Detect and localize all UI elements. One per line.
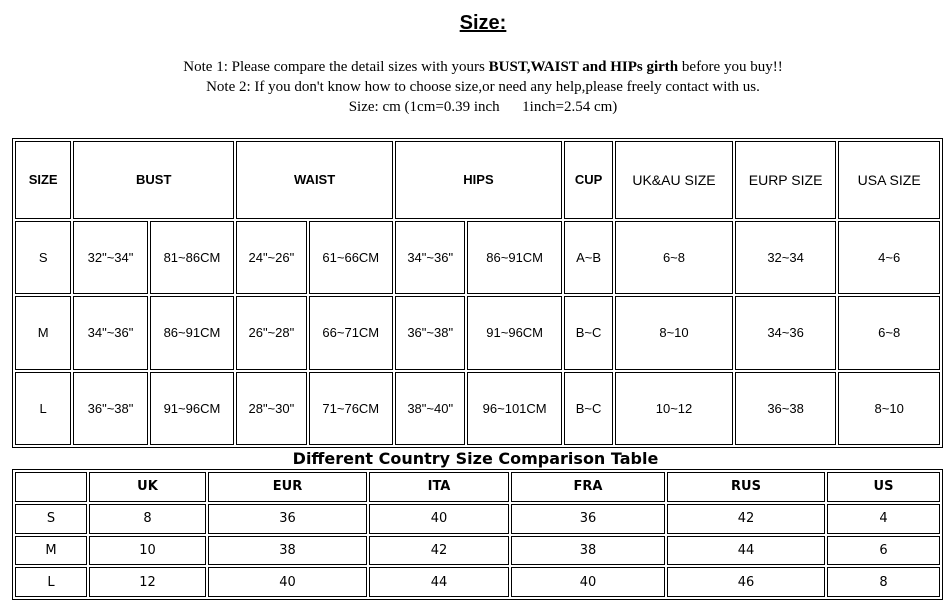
fra-cell: 38 (511, 536, 665, 566)
ukau-size-cell: 6~8 (615, 221, 733, 294)
note-3-cm: Size: cm (1cm=0.39 inch (348, 99, 500, 115)
note-3-inch: 1inch=2.54 cm) (522, 99, 618, 115)
header-eurp-size: EURP SIZE (735, 141, 837, 219)
waist-inch-cell: 24"~26" (236, 221, 306, 294)
note-3 (0, 97, 951, 117)
bust-cm-cell: 91~96CM (150, 372, 234, 445)
usa-size-cell: 6~8 (838, 296, 940, 369)
comparison-header-row (15, 472, 940, 502)
country-comparison-table (12, 469, 943, 600)
hips-inch-cell: 36"~38" (395, 296, 465, 369)
hips-inch-cell: 38"~40" (395, 372, 465, 445)
uk-cell: 10 (89, 536, 206, 566)
size-cell: S (15, 504, 87, 534)
us-cell: 8 (827, 567, 940, 597)
size-header-row (15, 141, 940, 219)
ita-cell: 42 (369, 536, 509, 566)
rus-cell: 46 (667, 567, 825, 597)
eurp-size-cell: 34~36 (735, 296, 837, 369)
rus-cell: 42 (667, 504, 825, 534)
size-row-l (15, 372, 940, 445)
note-2: Note 2: If you don't know how to choose size,or need any help,please freely contact with us. (206, 79, 760, 95)
bust-cm-cell: 81~86CM (150, 221, 234, 294)
header-blank (15, 472, 87, 502)
size-cell: M (15, 536, 87, 566)
size-cell: L (15, 372, 71, 445)
usa-size-cell: 4~6 (838, 221, 940, 294)
comparison-title: Different Country Size Comparison Table (292, 449, 659, 468)
size-row-s (15, 221, 940, 294)
waist-cm-cell: 66~71CM (309, 296, 393, 369)
hips-cm-cell: 91~96CM (467, 296, 562, 369)
header-rus: RUS (667, 472, 825, 502)
hips-cm-cell: 86~91CM (467, 221, 562, 294)
bust-inch-cell: 36"~38" (73, 372, 147, 445)
header-cup: CUP (564, 141, 613, 219)
size-notes (0, 57, 951, 117)
note-1-bold: BUST,WAIST and HIPs girth (488, 59, 679, 75)
header-fra: FRA (511, 472, 665, 502)
cup-cell: A~B (564, 221, 613, 294)
waist-cm-cell: 61~66CM (309, 221, 393, 294)
waist-inch-cell: 28"~30" (236, 372, 306, 445)
header-uk: UK (89, 472, 206, 502)
header-size: SIZE (15, 141, 71, 219)
header-ukau-size: UK&AU SIZE (615, 141, 733, 219)
ukau-size-cell: 8~10 (615, 296, 733, 369)
note-1-text: Note 1: Please compare the detail sizes with yours (183, 59, 489, 75)
us-cell: 6 (827, 536, 940, 566)
size-cell: S (15, 221, 71, 294)
bust-inch-cell: 34"~36" (73, 296, 147, 369)
fra-cell: 40 (511, 567, 665, 597)
hips-cm-cell: 96~101CM (467, 372, 562, 445)
uk-cell: 12 (89, 567, 206, 597)
comparison-row-m (15, 536, 940, 566)
ita-cell: 40 (369, 504, 509, 534)
note-1-end: before you buy!! (678, 59, 783, 75)
size-chart-table (12, 138, 943, 448)
page-title: Size: (459, 12, 507, 34)
header-bust: BUST (73, 141, 234, 219)
comparison-row-l (15, 567, 940, 597)
header-eur: EUR (208, 472, 367, 502)
eur-cell: 38 (208, 536, 367, 566)
waist-cm-cell: 71~76CM (309, 372, 393, 445)
rus-cell: 44 (667, 536, 825, 566)
ukau-size-cell: 10~12 (615, 372, 733, 445)
cup-cell: B~C (564, 372, 613, 445)
header-hips: HIPS (395, 141, 562, 219)
usa-size-cell: 8~10 (838, 372, 940, 445)
bust-cm-cell: 86~91CM (150, 296, 234, 369)
bust-inch-cell: 32"~34" (73, 221, 147, 294)
eur-cell: 36 (208, 504, 367, 534)
header-ita: ITA (369, 472, 509, 502)
size-cell: L (15, 567, 87, 597)
eur-cell: 40 (208, 567, 367, 597)
us-cell: 4 (827, 504, 940, 534)
eurp-size-cell: 36~38 (735, 372, 837, 445)
cup-cell: B~C (564, 296, 613, 369)
eurp-size-cell: 32~34 (735, 221, 837, 294)
header-usa-size: USA SIZE (838, 141, 940, 219)
waist-inch-cell: 26"~28" (236, 296, 306, 369)
fra-cell: 36 (511, 504, 665, 534)
comparison-row-s (15, 504, 940, 534)
uk-cell: 8 (89, 504, 206, 534)
header-waist: WAIST (236, 141, 393, 219)
hips-inch-cell: 34"~36" (395, 221, 465, 294)
size-row-m (15, 296, 940, 369)
note-1 (0, 57, 951, 77)
ita-cell: 44 (369, 567, 509, 597)
header-us: US (827, 472, 940, 502)
size-cell: M (15, 296, 71, 369)
